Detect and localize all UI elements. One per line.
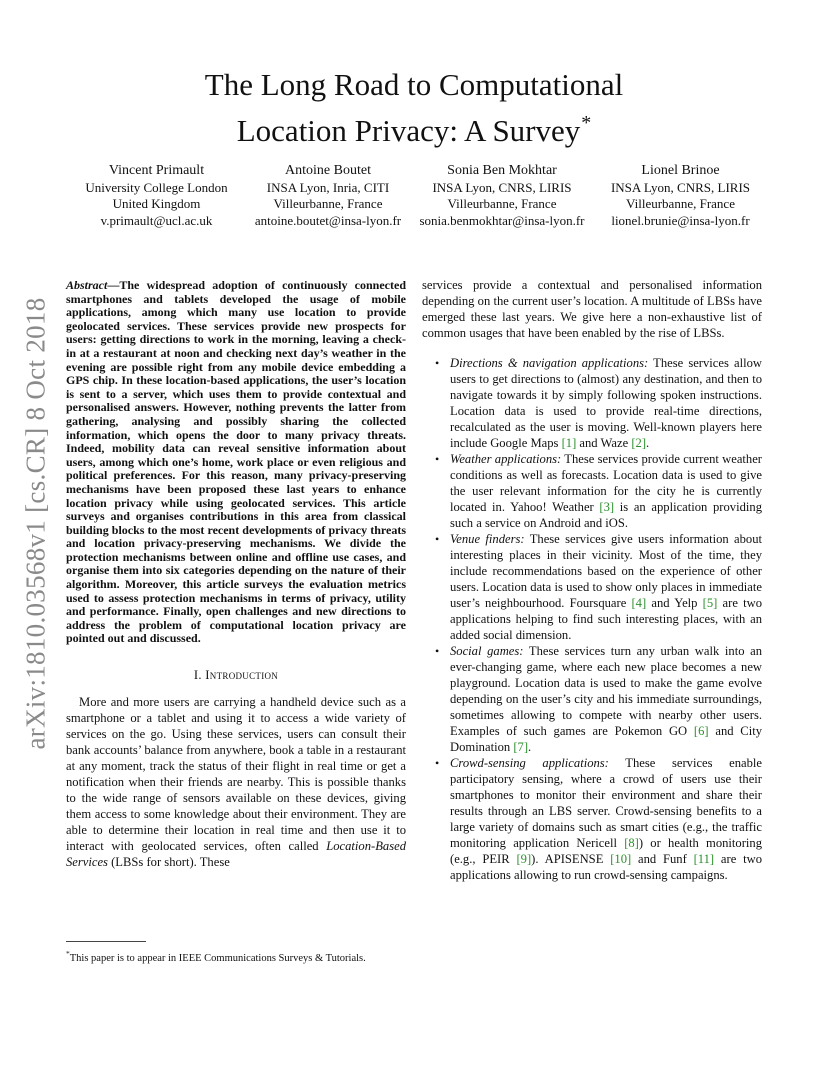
author-affiliation: INSA Lyon, CNRS, LIRIS	[610, 179, 751, 195]
author-name: Sonia Ben Mokhtar	[447, 163, 557, 178]
author-location: Villeurbanne, France	[626, 196, 735, 211]
author-location: Villeurbanne, France	[273, 196, 383, 211]
citation-link[interactable]: [7]	[513, 740, 529, 754]
footnote	[66, 948, 406, 966]
list-item-text: and Yelp	[646, 596, 703, 610]
author-affiliation: INSA Lyon, Inria, CITI	[266, 179, 390, 195]
citation-link[interactable]: [8]	[624, 836, 639, 850]
citation-link[interactable]: [3]	[599, 500, 615, 514]
section-title: Introduction	[205, 668, 279, 683]
arxiv-identifier	[20, 293, 51, 753]
list-item-text: These services enable participatory sensing, where a crowd of users use their smartphones to monitor their environment and share their results through an LBS server. Crowd-sensing benefits to a large variety of domains such as smart cities (e.g., the traffic monitoring application Nericell	[450, 756, 762, 850]
right-column	[422, 277, 762, 883]
citation-link[interactable]: [11]	[693, 852, 715, 866]
title-line-1: The Long Road to Computational	[204, 67, 624, 102]
list-item-text: is an application providing such a service on Android and iOS.	[450, 500, 762, 530]
list-item-text: These services turn any urban walk into an ever-changing game, where each new place becomes a new playground. Location data is used to make the game evolve depending on the user’s city and his immediate surroundings, sometimes allowing to compete with nearby other users. Examples of such games are Pokemon GO	[450, 644, 762, 738]
author-email: v.primault@ucl.ac.uk	[100, 212, 213, 228]
author-email: antoine.boutet@insa-lyon.fr	[254, 212, 402, 228]
abstract	[66, 279, 406, 646]
author-location: United Kingdom	[112, 196, 201, 211]
author-name: Vincent Primault	[108, 163, 205, 178]
intro-text-1: More and more users are carrying a handheld device such as a smartphone or a tablet and using it to access a wide variety of services on the go. Using these services, users can consult their bank accounts’ balance from anywhere, book a table in a restaurant at any moment, track the status of their flight in real time or get a notification when their friends are nearby. This is possible thanks to the wide range of sensors available on these devices, giving them access to some knowledge about their environment. They are able to determine their location in real time and then use it to interact with geolocated services, often called	[66, 695, 406, 854]
list-item-text: are two applications helping to find such interesting places, with an added social dimension.	[450, 596, 762, 642]
list-item-title: Crowd-sensing applications:	[450, 756, 609, 770]
list-item-text: These services provide current weather conditions as well as forecasts. Location data is used to give the user relevant information for the city he is currently located in. Yahoo! Weather	[450, 452, 762, 514]
list-item-text: are two applications allowing to run crowd-sensing campaigns.	[450, 852, 763, 882]
citation-link[interactable]: [5]	[702, 596, 718, 610]
author-affiliation: University College London	[85, 179, 228, 195]
author-1	[64, 163, 249, 229]
citation-link[interactable]: [2]	[631, 436, 647, 450]
author-location: Villeurbanne, France	[447, 196, 557, 211]
author-email: lionel.brunie@insa-lyon.fr	[611, 212, 750, 228]
list-item-text: ) or health monitoring (e.g., PEIR	[450, 836, 762, 866]
section-heading-introduction	[66, 668, 406, 683]
author-affiliation: INSA Lyon, CNRS, LIRIS	[432, 179, 572, 195]
list-item-text: These services allow users to get directions to (almost) any destination, and then to navigate towards it by simply following spoken instructions. Location data is used to provide real-time directions, recalculated as the user is moving. Well-known players here include Google Maps	[450, 356, 762, 450]
author-name: Antoine Boutet	[285, 163, 371, 178]
citation-link[interactable]: [9]	[516, 852, 532, 866]
title-line-2	[100, 104, 728, 150]
title-line-2-text: Location Privacy: A Survey	[236, 113, 581, 148]
intro-paragraph	[66, 694, 406, 870]
list-item-text: and Waze	[576, 436, 632, 450]
footnote-text: This paper is to appear in IEEE Communications Surveys & Tutorials.	[69, 953, 366, 964]
list-item-text: .	[646, 436, 650, 450]
author-3	[407, 163, 597, 229]
abstract-text: The widespread adoption of continuously connected smartphones and tablets developed the usage of mobile applications, among which many use location to provide geolocated services. These services provide new prospects for users: getting directions to work in the morning, leaving a check-in at a restaurant at noon and checking next day’s weather in the evening are possible right from any mobile device embedding a GPS chip. In these location-based applications, the user’s location is sent to a server, which uses them to provide contextual and personalised answers. However, nothing prevents the latter from gathering, analysing and possibly sharing the collected information, which opens the door to many privacy threats. Indeed, mobility data can reveal sensitive information about users, among which one’s home, work place or even religious and political preferences. For this reason, many privacy-preserving mechanisms have been proposed these last years to enhance location privacy while using geolocated services. This article surveys and organises contributions in this area from classical building blocks to the most recent developments of privacy threats and location privacy-preserving mechanisms. We divide the protection mechanisms between online and offline use cases, and organise them into six categories depending on the nature of their algorithm. Moreover, this article surveys the evaluation metrics used to assess protection mechanisms in terms of privacy, utility and performance. Finally, open challenges and new directions to address the problem of computational location privacy are pointed out and discussed.	[66, 278, 406, 646]
list-item	[422, 531, 762, 643]
author-block	[64, 163, 764, 229]
citation-link[interactable]: [4]	[631, 596, 647, 610]
list-item	[422, 355, 762, 451]
citation-link[interactable]: [6]	[693, 724, 709, 738]
author-2	[249, 163, 407, 229]
author-4	[597, 163, 764, 229]
list-item-title: Directions & navigation applications:	[450, 356, 649, 370]
list-item	[422, 451, 762, 531]
section-number: I.	[193, 668, 202, 683]
lbs-usage-list	[422, 355, 762, 883]
list-item-title: Venue finders:	[450, 532, 525, 546]
citation-link[interactable]: [1]	[561, 436, 577, 450]
title-footnote-mark: *	[581, 112, 592, 134]
paper-title	[100, 66, 728, 150]
list-item-text: These services give users information about interesting places in their vicinity. Most of the time, they include recommendations based on the experience of other users. Location data is used to show only places in immediate user’s neighbourhood. Foursquare	[450, 532, 763, 610]
list-item-text: and Funf	[631, 852, 694, 866]
footnote-rule	[66, 941, 146, 942]
arxiv-identifier-text: arXiv:1810.03568v1 [cs.CR] 8 Oct 2018	[20, 296, 51, 750]
abstract-label: Abstract	[66, 278, 108, 292]
list-item-title: Social games:	[450, 644, 524, 658]
intro-text-2: (LBSs for short). These	[107, 855, 230, 870]
list-item	[422, 755, 762, 883]
left-column	[66, 279, 406, 870]
intro-term: Location-Based Services	[66, 839, 406, 870]
right-intro-paragraph: services provide a contextual and personalised information depending on the current user’s location. A multitude of LBSs have emerged these last years. We give here a non-exhaustive list of common usages that have been enabled by the rise of LBSs.	[422, 278, 762, 340]
list-item	[422, 643, 762, 755]
author-name: Lionel Brinoe	[641, 163, 720, 178]
list-item-title: Weather applications:	[450, 452, 562, 466]
list-item-text: .	[528, 740, 532, 754]
list-item-text: and City Domination	[450, 724, 762, 754]
author-email: sonia.benmokhtar@insa-lyon.fr	[419, 212, 585, 228]
footnote-mark: *	[66, 949, 70, 958]
list-item-text: ). APISENSE	[531, 852, 611, 866]
abstract-dash: —	[107, 278, 120, 292]
citation-link[interactable]: [10]	[610, 852, 632, 866]
